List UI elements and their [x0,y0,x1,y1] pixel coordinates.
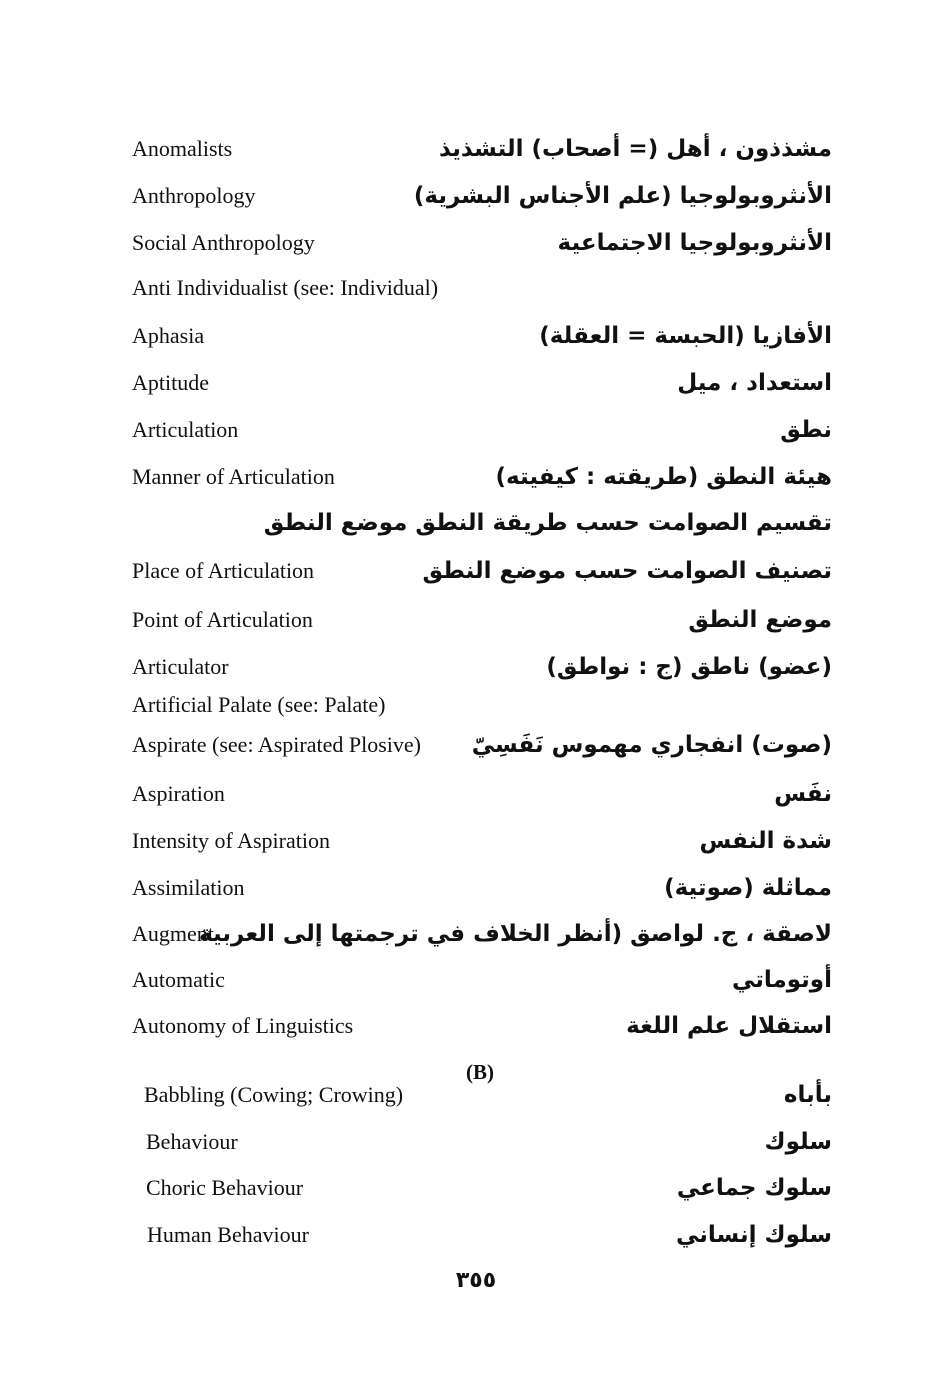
english-term: Augment [132,921,214,946]
english-term: Aspiration [132,781,225,806]
english-term: Automatic [132,967,225,992]
arabic-term: الأنثروبولوجيا الاجتماعية [557,230,832,256]
entry-row [132,867,832,907]
entry-row [132,959,832,999]
entry-row [132,315,832,355]
english-term: Human Behaviour [147,1222,309,1247]
arabic-term: سلوك إنساني [676,1222,832,1248]
arabic-term: لاصقة ، ج. لواصق (أنظر الخلاف في ترجمتها إلى العربية [199,921,832,947]
english-term: Place of Articulation [132,558,315,583]
english-term: Aspirate (see: Aspirated Plosive) [132,732,421,757]
entry-row [132,684,832,724]
english-term: Choric Behaviour [146,1175,304,1200]
arabic-term: بأباه [783,1082,832,1108]
arabic-term: (عضو) ناطق (ج : نواطق) [546,654,832,680]
entry-row [132,820,832,860]
english-term: Behaviour [146,1129,238,1154]
entry-row [132,599,832,639]
page-number: ٣٥٥ [455,1268,497,1293]
english-term: Autonomy of Linguistics [132,1013,354,1038]
entry-row [132,222,832,262]
arabic-term: شدة النفس [699,828,832,854]
arabic-term: (صوت) انفجاري مهموس نَفَسِيّ [471,732,832,758]
arabic-term: استعداد ، ميل [677,370,832,396]
entry-row [132,913,832,953]
entry-row [132,456,832,496]
entry-row [144,1074,832,1114]
english-term: Manner of Articulation [132,464,335,489]
arabic-term: مشذذون ، أهل (= أصحاب) التشذيذ [438,136,832,162]
arabic-term: نفَس [774,781,832,807]
arabic-term: الأنثروبولوجيا (علم الأجناس البشرية) [413,183,832,209]
english-term: Assimilation [132,875,245,900]
arabic-term: أوتوماتي [731,967,832,993]
entry-row [132,267,832,307]
arabic-term: الأفازيا (الحبسة = العقلة) [539,323,832,349]
english-term: Articulation [132,417,239,442]
english-term: Anti Individualist (see: Individual) [132,275,439,300]
entry-row [146,1167,832,1207]
section-heading-b: (B) [466,1060,494,1084]
arabic-term: سلوك [764,1129,832,1155]
arabic-term: تقسيم الصوامت حسب طريقة النطق موضع النطق [263,510,832,536]
entry-row [132,773,832,813]
arabic-term: مماثلة (صوتية) [664,875,832,901]
entry-row [132,128,832,168]
arabic-term: موضع النطق [688,607,832,633]
entry-row [132,502,832,542]
english-term: Aptitude [132,370,209,395]
arabic-term: تصنيف الصوامت حسب موضع النطق [422,558,832,584]
arabic-term: سلوك جماعي [676,1175,832,1201]
english-term: Articulator [132,654,229,679]
arabic-term: هيئة النطق (طريقته : كيفيته) [495,464,832,490]
entry-row [132,724,832,764]
entry-row [147,1214,832,1254]
entry-row [146,1121,832,1161]
entry-row [132,550,832,590]
english-term: Artificial Palate (see: Palate) [132,692,386,717]
entry-row [132,409,832,449]
entry-row [132,646,832,686]
arabic-term: استقلال علم اللغة [626,1013,832,1039]
entry-row [132,362,832,402]
entry-row [132,1005,832,1045]
english-term: Social Anthropology [132,230,315,255]
arabic-term: نطق [780,417,832,443]
english-term: Anthropology [132,183,256,208]
english-term: Babbling (Cowing; Crowing) [144,1082,404,1107]
english-term: Intensity of Aspiration [132,828,330,853]
english-term: Aphasia [132,323,205,348]
entry-row [132,175,832,215]
english-term: Anomalists [132,136,233,161]
english-term: Point of Articulation [132,607,313,632]
